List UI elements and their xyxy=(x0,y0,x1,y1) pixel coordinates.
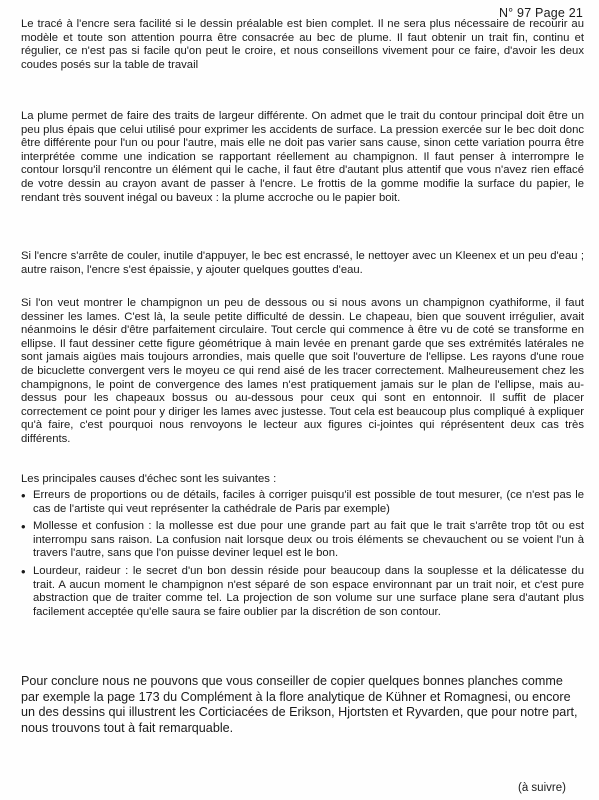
paragraph-ink-tracing: Le tracé à l'encre sera facilité si le dessin préalable est bien complet. Il ne sera plus nécessaire de recourir au modèle et toute son attention pourra être consacrée au bec de plume. Il faut obtenir un trait fin, continu et régulier, ce n'est pas si facile qu'on peut le croire, et nous conseillons vivement pour ce faire, d'avoir les deux coudes posés sur la table de travail xyxy=(21,18,584,71)
paragraph-conclusion: Pour conclure nous ne pouvons que vous conseiller de copier quelques bonnes planches comme par exemple la page 173 du Complément à la flore analytique de Kühner et Romagnesi, ou encore un des dessins qui illustrent les Corticiacées de Erikson, Hjortsten et Ryvarden, que pour notre part, nous trouvons tout à fait remarquable. xyxy=(21,674,578,735)
paragraph-pen-width: La plume permet de faire des traits de largeur différente. On admet que le trait du contour principal doit être un peu plus épais que celui utilisé pour exprimer les accidents de surface. La pression exercée sur le bec doit donc être différente pour l'un ou pour l'autre, mais elle ne doit pas varier sans cause, sinon cette variation pourra être interprétée comme une indication se rapportant réellement au champignon. Il faut penser à interrompre le contour lorsqu'il rencontre un élément qui le cache, il faut être d'autant plus attentif que vous n'avez rien effacé de votre dessin au crayon avant de passer à l'encre. Le frottis de la gomme modifie la surface du papier, le rendant très souvent inégal ou baveux : la plume accroche ou le papier boit. xyxy=(21,110,584,204)
cause-item: • Lourdeur, raideur : le secret d'un bon dessin réside pour beaucoup dans la souplesse et la délicatesse du trait. A aucun moment le champignon n'est séparé de son espace environnant par un trait noir, et c'est pure abstraction que de traiter comme tel. La projection de son volume sur une surface plane sera d'autant plus facilement acceptée qu'elle saura se faire oublier par la discrétion de son contour. xyxy=(21,565,584,619)
page-number: N° 97 Page 21 xyxy=(498,6,583,20)
causes-intro: Les principales causes d'échec sont les suivantes : xyxy=(21,473,277,485)
cause-item: • Mollesse et confusion : la mollesse est due pour une grande part au fait que le trait s'arrête trop tôt ou est interrompu sans raison. La confusion nait lorsque deux ou trois éléments se chevauchent ou se voient l'un à travers l'autre, sans que l'on puisse deviner lequel est le bon. xyxy=(21,520,584,561)
paragraph-ink-stops: Si l'encre s'arrête de couler, inutile d'appuyer, le bec est encrassé, le nettoyer avec un Kleenex et un peu d'eau ; autre raison, l'encre s'est épaissie, y ajouter quelques gouttes d'eau. xyxy=(21,250,584,276)
paragraph-gills: Si l'on veut montrer le champignon un peu de dessous ou si nous avons un champignon cyathiforme, il faut dessiner les lames. C'est là, la seule petite difficulté de dessin. Le chapeau, bien que souvent irrégulier, avait néanmoins le désir d'être parfaitement circulaire. Tout cercle qui commence à être vu de coté se transforme en ellipse. Il faut dessiner cette figure géométrique à main levée en prenant garde que ses extrémités latérales ne sont jamais aigües mais toujours arrondies, mais quelle que soit l'ouverture de l'ellipse. Les rayons d'une roue de bicuclette convergent vers le moyeu ce qui rend aisé de les tracer correctement. Malheureusement chez les champignons, le point de convergence des lames n'est pratiquement jamais sur le plan de l'ellipse, mais au-dessus pour les chapeaux bossus ou au-dessous pour ceux qui sont en entonnoir. Il suffit de placer correctement ce point pour y diriger les lames avec justesse. Tout cela est beaucoup plus compliqué à expliquer qu'à faire, c'est pourquoi nous renvoyons le lecteur aux figures ci-jointes qui réprésentent deux cas très différents. xyxy=(21,297,584,445)
cause-item: • Erreurs de proportions ou de détails, faciles à corriger puisqu'il est possible de tout mesurer, (ce n'est pas le cas de l'artiste qui veut représenter la cathédrale de Paris par exemple) xyxy=(21,489,584,516)
continued-note: (à suivre) xyxy=(518,782,566,794)
causes-list xyxy=(21,489,584,619)
